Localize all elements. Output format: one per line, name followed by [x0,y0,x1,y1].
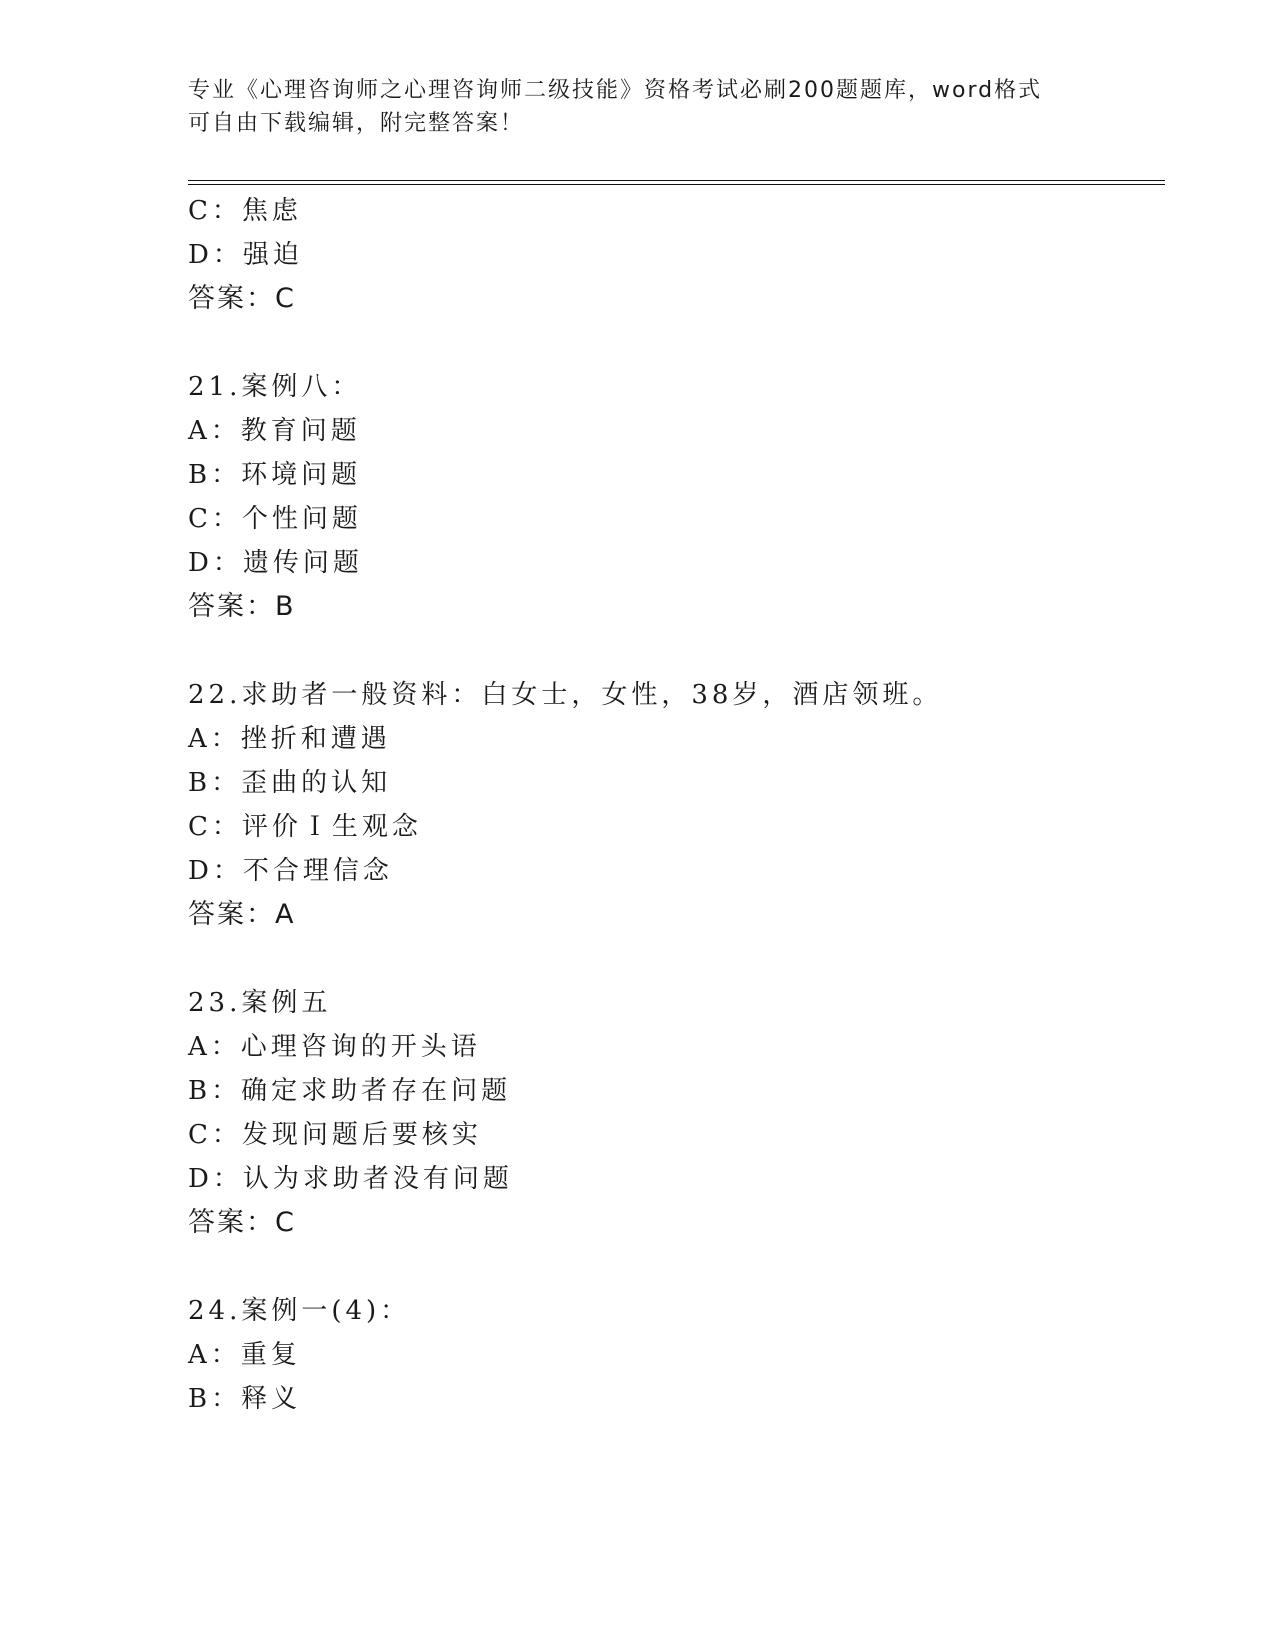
option-a: A：重复 [188,1340,301,1370]
option-a: A：教育问题 [188,416,361,446]
option-b: B：环境问题 [188,460,362,490]
answer-line: 答案：C [188,283,296,314]
option-b: B：确定求助者存在问题 [188,1076,512,1106]
option-a: A：挫折和遭遇 [188,724,391,754]
option-d: D：不合理信念 [188,856,393,886]
option-c: C：焦虑 [188,196,302,226]
question-21: 21.案例八： [188,372,362,402]
option-a: A：心理咨询的开头语 [188,1032,481,1062]
header-divider [188,180,1165,185]
option-b: B：释义 [188,1384,302,1414]
option-d: D：强迫 [188,240,303,270]
option-d: D：遗传问题 [188,548,363,578]
answer-line: 答案：C [188,1207,296,1238]
answer-line: 答案：B [188,591,296,622]
option-c: C：发现问题后要核实 [188,1120,482,1150]
header-line-2: 可自由下载编辑，附完整答案！ [188,111,525,136]
header-line-1: 专业《心理咨询师之心理咨询师二级技能》资格考试必刷200题题库，word格式 [188,78,1043,103]
answer-line: 答案：A [188,899,296,930]
option-c: C：个性问题 [188,504,362,534]
option-d: D：认为求助者没有问题 [188,1164,513,1194]
question-24: 24.案例一(4)： [188,1296,411,1326]
question-22: 22.求助者一般资料：白女士，女性，38岁，酒店领班。 [188,680,943,710]
option-b: B：歪曲的认知 [188,768,392,798]
document-header [188,74,1088,140]
option-c: C：评价Ｉ生观念 [188,812,422,842]
question-23: 23.案例五 [188,988,332,1018]
